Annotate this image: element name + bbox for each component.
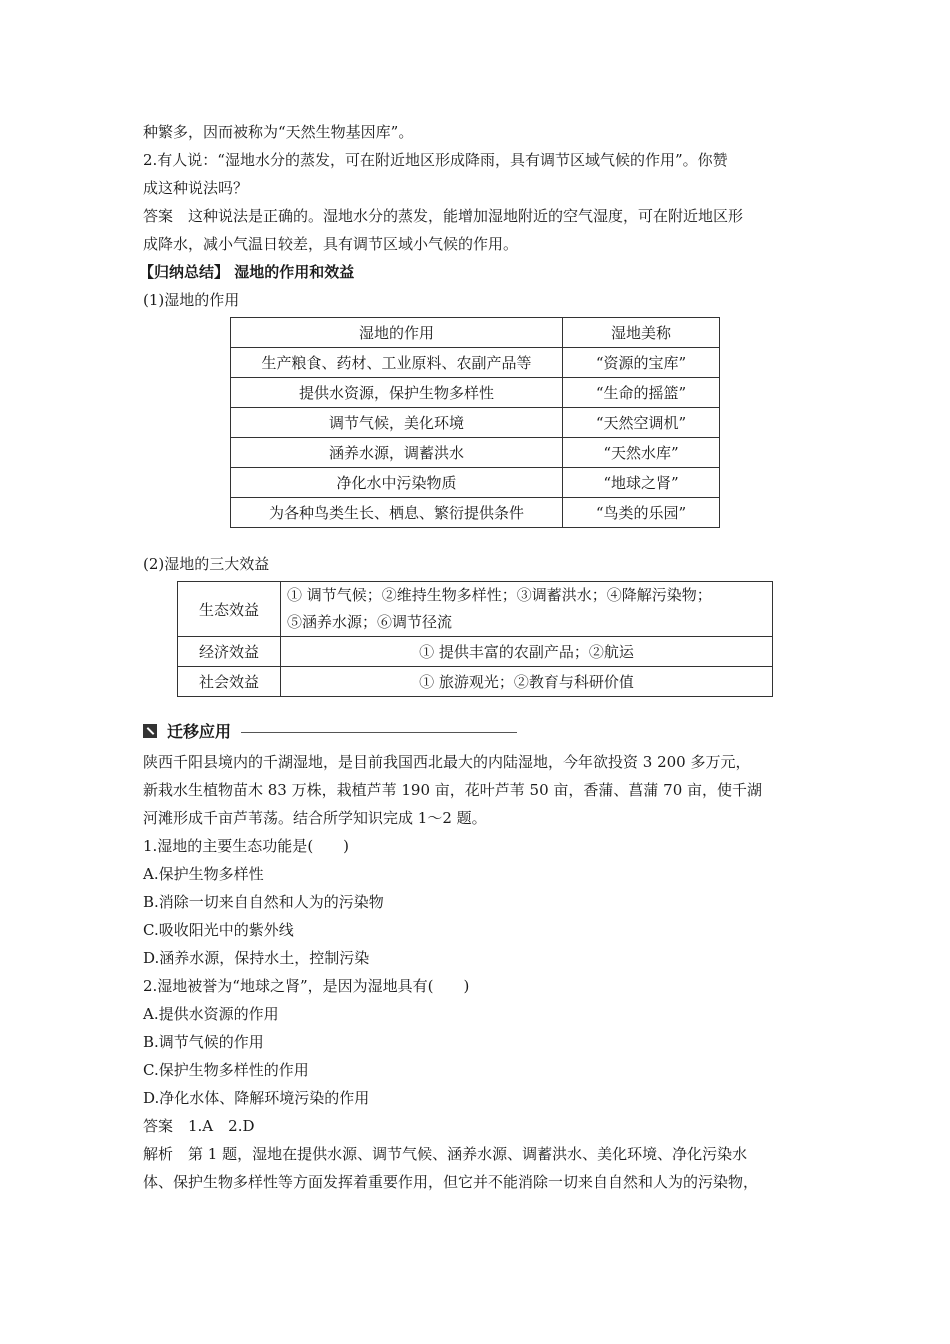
table-row [231,378,720,408]
sub-heading-1: (1)湿地的作用 [143,291,240,309]
section-marker-icon [143,724,157,738]
question-1: 1.湿地的主要生态功能是( ) [143,837,350,855]
summary-heading: 【归纳总结】 湿地的作用和效益 [139,263,355,281]
passage-line: 陕西千阳县境内的千湖湿地，是目前我国西北最大的内陆湿地，今年欲投资 3 200 多万元， [143,753,751,771]
option: C.吸收阳光中的紫外线 [143,921,294,939]
benefit-content [281,582,773,637]
option: B.调节气候的作用 [143,1033,264,1051]
table-header-row [231,318,720,348]
passage-line: 河滩形成千亩芦苇荡。结合所学知识完成 1～2 题。 [143,809,487,827]
answer-line: 成降水，减小气温日较差，具有调节区域小气候的作用。 [143,235,519,253]
table-row [178,667,773,697]
table-row [231,408,720,438]
table-row [178,637,773,667]
sub-heading-2: (2)湿地的三大效益 [143,555,270,573]
table-cell: 涵养水源，调蓄洪水 [231,438,563,468]
benefit-content: ① 旅游观光；②教育与科研价值 [281,667,773,697]
practice-section-header [143,719,823,742]
question-2-line: 成这种说法吗？ [143,179,249,197]
question-2: 2.湿地被誉为“地球之肾”，是因为湿地具有( ) [143,977,470,995]
wetland-benefits-table [177,581,773,697]
table-row [231,468,720,498]
table-cell: 调节气候，美化环境 [231,408,563,438]
section-divider [241,732,517,733]
benefit-label: 经济效益 [178,637,281,667]
practice-title: 迁移应用 [167,722,232,741]
table-cell: 为各种鸟类生长、栖息、繁衍提供条件 [231,498,563,528]
benefit-line: ⑤涵养水源；⑥调节径流 [287,613,453,631]
benefit-label: 社会效益 [178,667,281,697]
answer-line: 答案 这种说法是正确的。湿地水分的蒸发，能增加湿地附近的空气湿度，可在附近地区形 [143,207,744,225]
benefit-line: ① 调节气候；②维持生物多样性；③调蓄洪水；④降解污染物； [287,586,712,604]
answer: 答案 1.A 2.D [143,1117,255,1135]
table-row [231,498,720,528]
benefit-label: 生态效益 [178,582,281,637]
analysis-line: 解析 第 1 题，湿地在提供水源、调节气候、涵养水源、调蓄洪水、美化环境、净化污染水 [143,1145,748,1163]
option: D.涵养水源，保持水土，控制污染 [143,949,370,967]
table-row [178,582,773,637]
table-cell: “天然空调机” [563,408,720,438]
table-row [231,348,720,378]
table-cell: “生命的摇篮” [563,378,720,408]
passage-line: 新栽水生植物苗木 83 万株，栽植芦苇 190 亩，花叶芦苇 50 亩，香蒲、菖蒲 70 亩，使千湖 [143,781,763,799]
table-cell: 净化水中污染物质 [231,468,563,498]
table-header-cell: 湿地美称 [563,318,720,348]
option: C.保护生物多样性的作用 [143,1061,309,1079]
table-cell: “地球之肾” [563,468,720,498]
table-cell: 生产粮食、药材、工业原料、农副产品等 [231,348,563,378]
table-cell: “天然水库” [563,438,720,468]
option: A.保护生物多样性 [143,865,264,883]
content [139,118,823,1196]
option: A.提供水资源的作用 [143,1005,279,1023]
table-header-cell: 湿地的作用 [231,318,563,348]
analysis-line: 体、保护生物多样性等方面发挥着重要作用，但它并不能消除一切来自自然和人为的污染物， [143,1173,759,1191]
wetland-functions-table [230,317,720,528]
benefit-content: ① 提供丰富的农副产品；②航运 [281,637,773,667]
option: B.消除一切来自自然和人为的污染物 [143,893,384,911]
table-cell: “资源的宝库” [563,348,720,378]
option: D.净化水体、降解环境污染的作用 [143,1089,370,1107]
table-cell: 提供水资源，保护生物多样性 [231,378,563,408]
intro-line: 种繁多，因而被称为“天然生物基因库”。 [143,123,414,141]
table-cell: “鸟类的乐园” [563,498,720,528]
table-row [231,438,720,468]
question-2-line: 2.有人说：“湿地水分的蒸发，可在附近地区形成降雨，具有调节区域气候的作用”。你赞 [143,151,728,169]
